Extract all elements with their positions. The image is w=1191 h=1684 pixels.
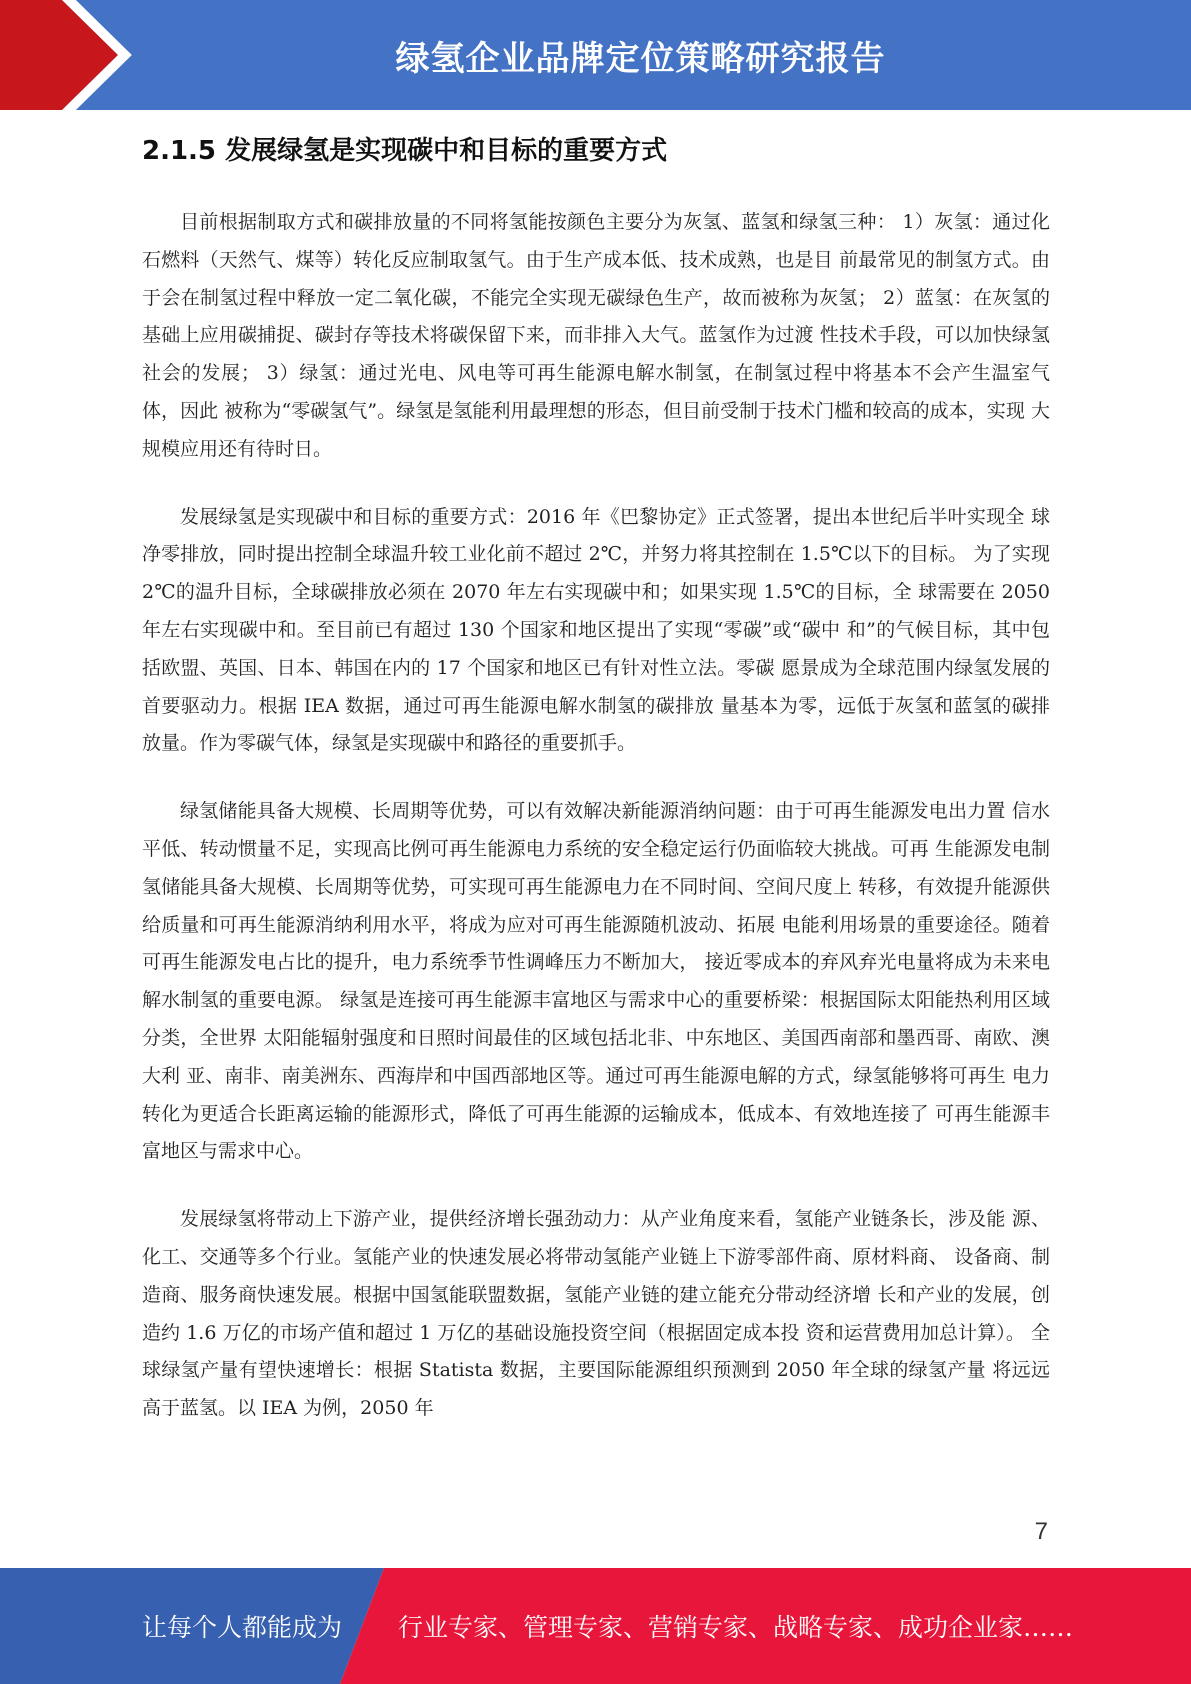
paragraph-energy-storage: 绿氢储能具备大规模、长周期等优势，可以有效解决新能源消纳问题：由于可再生能源发电出力置 信水平低、转动惯量不足，实现高比例可再生能源电力系统的安全稳定运行仍面临较大挑战。可再 生能源发电制氢储能具备大规模、长周期等优势，可实现可再生能源电力在不同时间、空间尺度上 转移，有效提升能源供给质量和可再生能源消纳利用水平，将成为应对可再生能源随机波动、拓展 电能利用场景的重要途径。随着可再生能源发电占比的提升，电力系统季节性调峰压力不断加大， 接近零成本的弃风弃光电量将成为未来电解水制氢的重要电源。 绿氢是连接可再生能源丰富地区与需求中心的重要桥梁：根据国际太阳能热利用区域分类，全世界 太阳能辐射强度和日照时间最佳的区域包括北非、中东地区、美国西南部和墨西哥、南欧、澳大利 亚、南非、南美洲东、西海岸和中国西部地区等。通过可再生能源电解的方式，绿氢能够将可再生 电力转化为更适合长距离运输的能源形式，降低了可再生能源的运输成本，低成本、有效地连接了 可再生能源丰富地区与需求中心。 — [142, 800, 1050, 1163]
body-content — [142, 204, 1050, 1458]
section-heading: 2.1.5 发展绿氢是实现碳中和目标的重要方式 — [142, 136, 668, 166]
paragraph-industry-growth: 发展绿氢将带动上下游产业，提供经济增长强劲动力：从产业角度来看，氢能产业链条长，涉及能 源、化工、交通等多个行业。氢能产业的快速发展必将带动氢能产业链上下游零部件商、原材料商、 设备商、制造商、服务商快速发展。根据中国氢能联盟数据，氢能产业链的建立能充分带动经济增 长和产业的发展，创造约 1.6 万亿的市场产值和超过 1 万亿的基础设施投资空间（根据固定成本投 资和运营费用加总计算）。 全球绿氢产量有望快速增长：根据 Statista 数据，主要国际能源组织预测到 2050 年全球的绿氢产量 将远远高于蓝氢。以 IEA 为例，2050 年 — [142, 1208, 1050, 1420]
header-chevron-decoration — [0, 0, 150, 110]
footer-banner — [0, 1568, 1191, 1684]
header-band — [0, 0, 1191, 110]
footer-slogan-right: 行业专家、管理专家、营销专家、战略专家、成功企业家…… — [398, 1613, 1074, 1642]
paragraph-carbon-neutral: 发展绿氢是实现碳中和目标的重要方式：2016 年《巴黎协定》正式签署，提出本世纪后半叶实现全 球净零排放，同时提出控制全球温升较工业化前不超过 2℃，并努力将其控制在 1.5℃以下的目标。 为了实现 2℃的温升目标，全球碳排放必须在 2070 年左右实现碳中和；如果实现 1.5℃的目标，全 球需要在 2050 年左右实现碳中和。至目前已有超过 130 个国家和地区提出了实现“零碳”或“碳中 和”的气候目标，其中包括欧盟、英国、日本、韩国在内的 17 个国家和地区已有针对性立法。零碳 愿景成为全球范围内绿氢发展的首要驱动力。根据 IEA 数据，通过可再生能源电解水制氢的碳排放 量基本为零，远低于灰氢和蓝氢的碳排放量。作为零碳气体，绿氢是实现碳中和路径的重要抓手。 — [142, 505, 1050, 755]
footer-slogan-left: 让每个人都能成为 — [142, 1613, 343, 1642]
report-title: 绿氢企业品牌定位策略研究报告 — [395, 38, 886, 79]
page-number: 7 — [1034, 1518, 1048, 1545]
paragraph-hydrogen-colors: 目前根据制取方式和碳排放量的不同将氢能按颜色主要分为灰氢、蓝氢和绿氢三种： 1）灰氢：通过化石燃料（天然气、煤等）转化反应制取氢气。由于生产成本低、技术成熟，也是目 前最常见的制氢方式。由于会在制氢过程中释放一定二氧化碳，不能完全实现无碳绿色生产，故而被称为灰氢； 2）蓝氢：在灰氢的基础上应用碳捕捉、碳封存等技术将碳保留下来，而非排入大气。蓝氢作为过渡 性技术手段，可以加快绿氢社会的发展； 3）绿氢：通过光电、风电等可再生能源电解水制氢，在制氢过程中将基本不会产生温室气体，因此 被称为“零碳氢气”。绿氢是氢能利用最理想的形态，但目前受制于技术门槛和较高的成本，实现 大规模应用还有待时日。 — [142, 211, 1050, 460]
